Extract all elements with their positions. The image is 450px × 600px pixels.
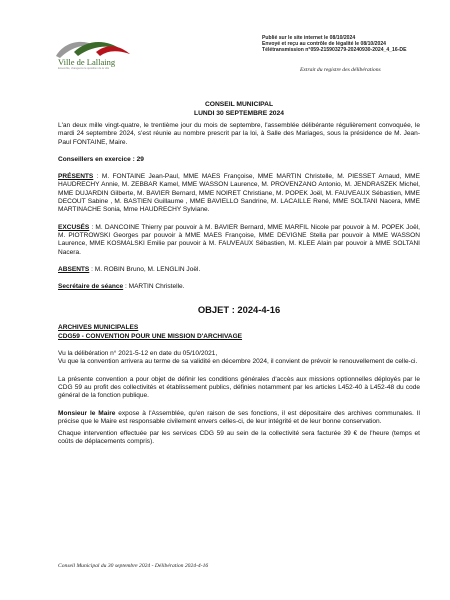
tarif-paragraph: Chaque intervention effectuée par les services CDG 59 au sein de la collectivité sera facturée 39 € de l'heure (temps et coûts de déplacements compris). xyxy=(58,430,420,446)
excuses-label: EXCUSÉS xyxy=(58,223,90,231)
excuses-paragraph xyxy=(58,224,420,257)
subject-line-2: CDG59 - CONVENTION POUR UNE MISSION D'ARCHIVAGE xyxy=(58,332,243,340)
logo-town-name: Ville de Lallaing xyxy=(58,57,116,67)
vu-convention: Vu que la convention arrivera au terme de sa validité en décembre 2024, il convient de prévoir le renouvellement de celle-ci. xyxy=(58,358,418,366)
presents-text: : M. FONTAINE Jean-Paul, MME MAES Françoise, MME MARTIN Christelle, M. PIESSET Arnaud, MME HAUDRECHY Annie, M. ZEBBAR Kamel, MME WASSON Laurence, M. PROVENZANO Antonio, M. JENDRASZEK Michel, MME DUJARDIN Gilberte, M. BAVIER Bernard, MME NOIRET Christiane, M. POPEK Joël, M. FAUVEAUX Sébastien, MME DECOUT Sabine , M. BASTIEN Guillaume , MME BAVIELLO Sandrine, M. LACAILLE René, MME SOLTANI Nacera, MME MARTINACHE Sonia, Mme HAUDRECHY Sylviane. xyxy=(58,173,420,214)
objet-heading: OBJET : 2024-4-16 xyxy=(197,304,281,316)
stamp-line-transmission: Télétransmission n°059-215903279-20240930-2024_4_16-DE xyxy=(262,47,407,54)
excuses-text: : M. DANCOINE Thierry par pouvoir à M. BAVIER Bernard, MME MARFIL Nicole par pouvoir à M. POPEK Joël, M. PIOTROWSKI Georges par pouvoir à MME MAES Françoise, MME DEVIGNE Stella par pouvoir à MME WASSON Laurence, MME KOSMALSKI Emilie par pouvoir à M. FAUVEAUX Sébastien, M. KLEE Alain par pouvoir à MME SOLTANI Nacera. xyxy=(58,223,420,256)
stamp-line-published: Publié sur le site internet le 08/10/2024 xyxy=(262,35,356,41)
council-date: LUNDI 30 SEPTEMBRE 2024 xyxy=(194,110,284,117)
convention-paragraph: La présente convention a pour objet de définir les conditions générales d'accès aux missions optionnelles déployés par le CDG 59 au profit des collectivités et établissement publics, définies notamment par les articles L452-40 à L452-48 du code général de la fonction publique. xyxy=(58,375,420,400)
vu-deliberation: Vu la délibération n° 2021-5-12 en date du 05/10/2021, xyxy=(58,350,218,358)
conseillers-label: Conseillers en exercice xyxy=(58,155,131,163)
secretaire-label: Secrétaire de séance xyxy=(58,283,124,291)
secretaire-text: : MARTIN Christelle. xyxy=(123,283,185,291)
stamp-line-received: Envoyé et reçu au contrôle de légalité le 08/10/2024 xyxy=(262,41,387,48)
town-logo xyxy=(52,36,132,82)
extrait-label: Extrait du registre des délibérations xyxy=(300,67,381,73)
conseillers-value: : 29 xyxy=(132,155,144,163)
presents-paragraph xyxy=(58,173,420,214)
page-footer: Conseil Municipal du 30 septembre 2024 - Délibération 2024-4-16 xyxy=(58,563,209,569)
logo-tagline: Ensemble, changeons le quotidien de la ville xyxy=(58,67,110,70)
maire-paragraph xyxy=(58,410,420,427)
absents-paragraph xyxy=(58,266,420,274)
maire-text: expose à l'Assemblée, qu'en raison de ses fonctions, il est dépositaire des archives communales. Il précise que le Maire est responsable civilement envers celles-ci, de leur intégrité et de leur bonne conservation. xyxy=(58,409,420,425)
subject-line-1: ARCHIVES MUNICIPALES xyxy=(58,324,139,332)
document-body xyxy=(58,100,420,447)
secretaire-paragraph xyxy=(58,283,420,291)
presents-label: PRÉSENTS xyxy=(58,173,94,181)
absents-label: ABSENTS xyxy=(58,265,90,273)
maire-label: Monsieur le Maire xyxy=(58,409,116,417)
council-title: CONSEIL MUNICIPAL xyxy=(204,101,274,108)
absents-text: : M. ROBIN Bruno, M. LENGLIN Joël. xyxy=(89,265,201,273)
publication-stamp xyxy=(262,35,406,53)
conseillers-line xyxy=(58,156,420,164)
intro-paragraph: L'an deux mille vingt-quatre, le trentième jour du mois de septembre, l'assemblée délibérante régulièrement convoquée, le mardi 24 septembre 2024, s'est réunie au nombre prescrit par la loi, à Salle des Mariages, sous la présidence de M. Jean-Paul FONTAINE, Maire. xyxy=(58,122,420,146)
